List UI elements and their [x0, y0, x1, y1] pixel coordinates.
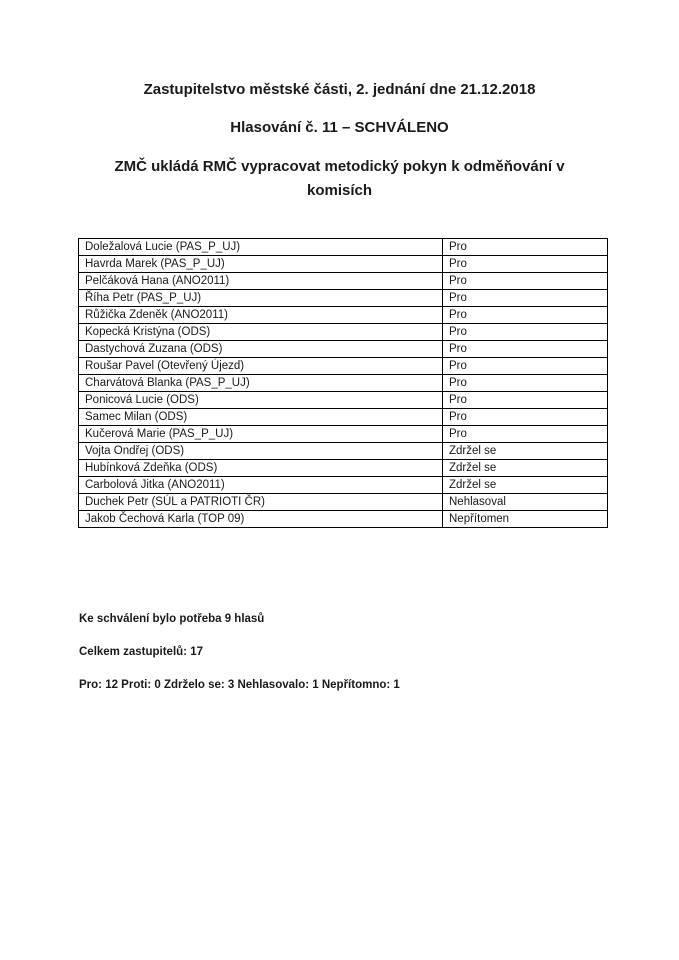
member-name-cell: Růžička Zdeněk (ANO2011) — [79, 307, 443, 324]
meeting-title: Zastupitelstvo městské části, 2. jednání dne 21.12.2018 — [143, 81, 536, 98]
member-name-cell: Ponicová Lucie (ODS) — [79, 392, 443, 409]
member-name-cell: Kučerová Marie (PAS_P_UJ) — [79, 426, 443, 443]
summary-required-votes: Ke schválení bylo potřeba 9 hlasů — [79, 613, 265, 625]
member-name-cell: Havrda Marek (PAS_P_UJ) — [79, 256, 443, 273]
member-name-cell: Kopecká Kristýna (ODS) — [79, 324, 443, 341]
vote-cell: Pro — [443, 426, 608, 443]
member-name-cell: Samec Milan (ODS) — [79, 409, 443, 426]
table-row — [79, 273, 608, 290]
vote-cell: Pro — [443, 409, 608, 426]
table-row — [79, 494, 608, 511]
vote-cell: Pro — [443, 307, 608, 324]
table-row — [79, 409, 608, 426]
vote-heading: Hlasování č. 11 – SCHVÁLENO — [230, 119, 449, 136]
member-name-cell: Carbolová Jitka (ANO2011) — [79, 477, 443, 494]
vote-cell: Pro — [443, 290, 608, 307]
member-name-cell: Doležalová Lucie (PAS_P_UJ) — [79, 239, 443, 256]
member-name-cell: Hubínková Zdeňka (ODS) — [79, 460, 443, 477]
vote-cell: Zdržel se — [443, 443, 608, 460]
member-name-cell: Roušar Pavel (Otevřený Újezd) — [79, 358, 443, 375]
vote-cell: Pro — [443, 392, 608, 409]
table-row — [79, 358, 608, 375]
summary-total-members: Celkem zastupitelů: 17 — [79, 646, 203, 658]
table-row — [79, 443, 608, 460]
member-name-cell: Duchek Petr (SÚL a PATRIOTI ČR) — [79, 494, 443, 511]
member-name-cell: Říha Petr (PAS_P_UJ) — [79, 290, 443, 307]
member-name-cell: Jakob Čechová Karla (TOP 09) — [79, 511, 443, 528]
summary-vote-tally: Pro: 12 Proti: 0 Zdrželo se: 3 Nehlasovalo: 1 Nepřítomno: 1 — [79, 679, 400, 691]
table-row — [79, 426, 608, 443]
vote-table-body — [79, 239, 608, 528]
vote-cell: Pro — [443, 341, 608, 358]
table-row — [79, 511, 608, 528]
table-row — [79, 324, 608, 341]
table-row — [79, 290, 608, 307]
table-row — [79, 256, 608, 273]
member-name-cell: Charvátová Blanka (PAS_P_UJ) — [79, 375, 443, 392]
table-row — [79, 239, 608, 256]
vote-cell: Pro — [443, 256, 608, 273]
vote-cell: Zdržel se — [443, 477, 608, 494]
vote-cell: Pro — [443, 324, 608, 341]
vote-cell: Pro — [443, 273, 608, 290]
member-name-cell: Vojta Ondřej (ODS) — [79, 443, 443, 460]
table-row — [79, 375, 608, 392]
vote-cell: Zdržel se — [443, 460, 608, 477]
table-row — [79, 460, 608, 477]
member-name-cell: Dastychová Zuzana (ODS) — [79, 341, 443, 358]
vote-cell: Pro — [443, 358, 608, 375]
vote-cell: Pro — [443, 375, 608, 392]
vote-cell: Nepřítomen — [443, 511, 608, 528]
table-row — [79, 477, 608, 494]
table-row — [79, 392, 608, 409]
vote-table — [78, 238, 608, 528]
vote-cell: Pro — [443, 239, 608, 256]
member-name-cell: Pelčáková Hana (ANO2011) — [79, 273, 443, 290]
vote-cell: Nehlasoval — [443, 494, 608, 511]
resolution-text: ZMČ ukládá RMČ vypracovat metodický pokyn k odměňování v komisích — [114, 158, 565, 199]
table-row — [79, 307, 608, 324]
table-row — [79, 341, 608, 358]
